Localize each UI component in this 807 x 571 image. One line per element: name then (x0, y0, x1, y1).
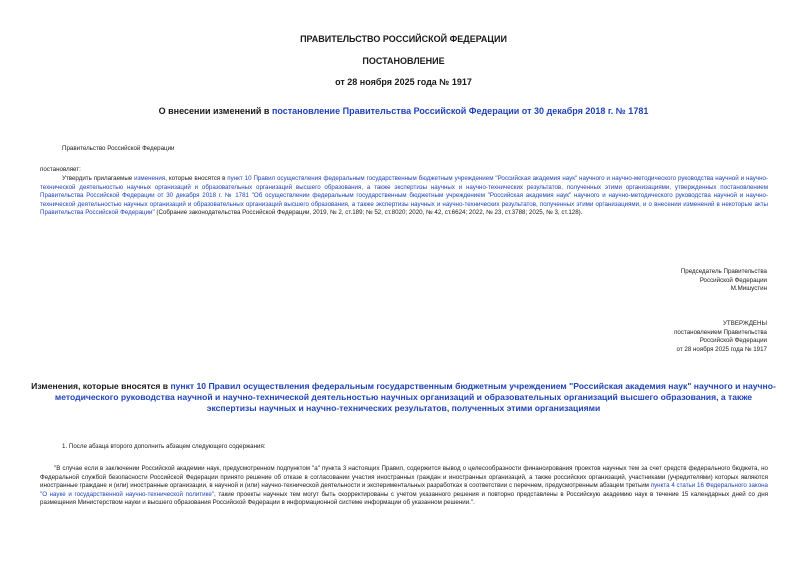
government-heading: ПРАВИТЕЛЬСТВО РОССИЙСКОЙ ФЕДЕРАЦИИ (300, 34, 507, 44)
signature-country: Российской Федерации (699, 276, 767, 284)
inserted-paragraph-start: "В случае если в заключении Российской академии наук, предусмотренном подпунктом "а" пункта 3 настоящих Правил, содержится вывод о целесообразности финансирования проектов научных тем за счет средств федерального бюджета, но Федеральной службой безопасности Российской Федерации принято решение об отказе в согласовании участия иностранных граждан и иностранных организаций, а также российских организаций, участниками (учредителями) которых являются иностранные граждане и (или) иностранные организации, в научной и (или) научно-технической деятельности и экспериментальных разработках в соответствии с перечнем, предусмотренным абзацем третьим (40, 465, 768, 490)
main-paragraph (40, 175, 768, 218)
document-title (0, 106, 807, 116)
approval-word: УТВЕРЖДЕНЫ (723, 320, 767, 327)
signature-position: Председатель Правительства (680, 268, 767, 275)
changes-link[interactable]: изменения (134, 175, 166, 182)
approval-by: постановлением Правительства (674, 328, 767, 336)
title-decree-link[interactable]: постановление Правительства Российской Федерации от 30 декабря 2018 г. № 1781 (271, 106, 649, 116)
science-law-link[interactable]: пункта 4 статьи 16 Федерального закона "О науке и государственной научно-технической политике" (40, 482, 768, 498)
approval-date: от 28 ноября 2025 года № 1917 (676, 345, 767, 353)
signature-block (547, 268, 767, 294)
signature-name: М.Мишустин (730, 285, 767, 293)
document-type: ПОСТАНОВЛЕНИЕ (362, 56, 445, 66)
issuer-text: Правительство Российской Федерации (62, 145, 175, 152)
changes-title (30, 381, 777, 415)
inserted-paragraph-end: , такие проекты научных тем могут быть скорректированы с учетом указанного решения и повторно представлены в Российскую академию наук в течение 15 календарных дней со дня размещения Министерством науки и высшего образования Российской Федерации в информационной системе информации об указанном решении.". (40, 490, 769, 507)
inserted-paragraph (40, 465, 768, 508)
main-paragraph-start: Утвердить прилагаемые (62, 175, 135, 182)
change-item-1: 1. После абзаца второго дополнить абзацем следующего содержания: (62, 443, 266, 450)
approval-country: Российской Федерации (699, 337, 767, 345)
decides-text: постановляет: (40, 166, 81, 173)
main-paragraph-end: (Собрание законодательства Российской Федерации, 2019, № 2, ст.189; № 52, ст.8020; 2020, № 42, ст.6624; 2022, № 23, ст.3788; 2025, № 3, ст.128). (154, 209, 583, 217)
rules-item-10-link[interactable]: пункт 10 Правил осуществления федеральным государственным бюджетным учреждением "Российская академия наук" научного и научно-методического руководства научной и научно-технической деятельностью научных организаций и образовательных организаций высшего образования, а также экспертизы научных и научно-технических результатов, полученных этими организациями, утвержденных постановлением Правительства Российской Федерации от 30 декабря 2018 г. № 1781 "Об осуществлении федеральным государственным бюджетным учреждением "Российская академия наук" научного и научно-методического руководства научной и научно-технической деятельностью научных организаций и образовательных организаций высшего образования, а также экспертизы научных и научно-технических результатов, полученных этими организациями, и о внесении изменений в некоторые акты Правительства Российской Федерации" (40, 175, 768, 217)
changes-title-prefix: Изменения, которые вносятся в (31, 381, 171, 391)
document-date-number: от 28 ноября 2025 года № 1917 (335, 77, 472, 87)
changes-title-link[interactable]: пункт 10 Правил осуществления федеральным государственным бюджетным учреждением "Российская академия наук" научного и научно-методического руководства научной и научно-технической деятельностью научных организаций и образовательных организаций высшего образования, а также экспертизы научных и научно-технических результатов, полученных этими организациями (54, 381, 776, 414)
approval-block (547, 320, 767, 354)
main-paragraph-middle: , которые вносятся в (165, 175, 228, 182)
document-title-prefix: О внесении изменений в (158, 106, 272, 116)
